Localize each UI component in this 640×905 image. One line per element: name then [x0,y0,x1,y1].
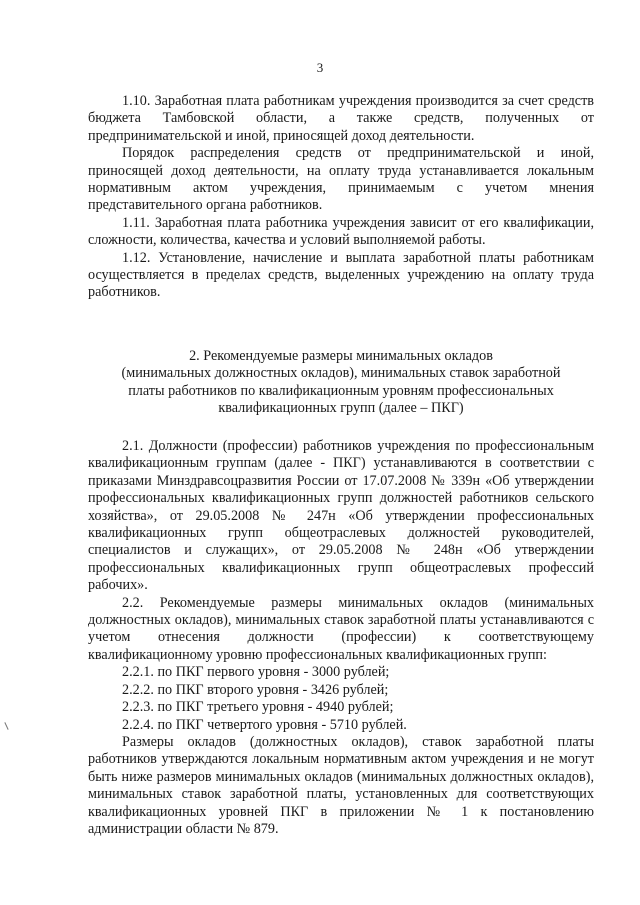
paragraph-distribution: Порядок распределения средств от предпринимательской и иной, приносящей доход деятельности, на оплату труда устанавливается локальным нормативным актом учреждения, принимаемым с учетом мнения представительного органа работников. [88,145,594,214]
section-title-line: платы работников по квалификационным уровням профессиональных [128,382,554,399]
section-title-line: квалификационных групп (далее – ПКГ) [218,400,464,417]
paragraph-2-2: 2.2. Рекомендуемые размеры минимальных окладов (минимальных должностных окладов), минимальных ставок заработной платы устанавливаются с учетом отнесения должности (профессии) к соответствующему квалификационному уровню профессиональных квалификационных групп: [88,594,594,663]
paragraph-1-11: 1.11. Заработная плата работника учреждения зависит от его квалификации, сложности, количества, качества и условий выполняемой работы. [88,214,594,249]
section-title-line: 2. Рекомендуемые размеры минимальных окладов [189,348,493,364]
paragraph-1-10: 1.10. Заработная плата работникам учреждения производится за счет средств бюджета Тамбовской области, а также средств, полученных от предпринимательской и иной, приносящей доход деятельности. [88,93,594,144]
section-1 [88,93,594,302]
list-item-level-1: 2.2.1. по ПКГ первого уровня - 3000 рублей; [122,664,390,681]
scan-mark [4,722,8,730]
section-2-body [88,438,594,838]
paragraph-1-12: 1.12. Установление, начисление и выплата заработной платы работникам осуществляется в пределах средств, выделенных учреждению на оплату труда работников. [88,249,594,301]
paragraph-salary-sizes: Размеры окладов (должностных окладов), ставок заработной платы работников утверждаются локальным нормативным актом учреждения и не могут быть ниже размеров минимальных окладов (минимальных должностных окладов), минимальных ставок заработной платы, установленных для соответствующих квалификационных уровней ПКГ в приложении № 1 к постановлению администрации области № 879. [88,733,594,837]
section-title-line: (минимальных должностных окладов), минимальных ставок заработной [121,365,561,382]
page-number: 3 [316,60,324,75]
paragraph-2-1: 2.1. Должности (профессии) работников учреждения по профессиональным квалификационным группам (далее - ПКГ) устанавливаются в соответствии с приказами Минздравсоцразвития России от 17.07.2008 № 339н «Об утверждении профессиональных квалификационных групп должностей работников сельского хозяйства», от 29.05.2008 № 247н «Об утверждении профессиональных квалификационных групп общеотраслевых должностей руководителей, специалистов и служащих», от 29.05.2008 № 248н «Об утверждении профессиональных квалификационных групп общеотраслевых профессий рабочих». [88,438,594,594]
list-item-level-3: 2.2.3. по ПКГ третьего уровня - 4940 рублей; [122,699,394,716]
list-item-level-2: 2.2.2. по ПКГ второго уровня - 3426 рублей; [122,681,389,698]
list-item-level-4: 2.2.4. по ПКГ четвертого уровня - 5710 рублей. [122,716,407,733]
section-2-heading [88,348,594,418]
